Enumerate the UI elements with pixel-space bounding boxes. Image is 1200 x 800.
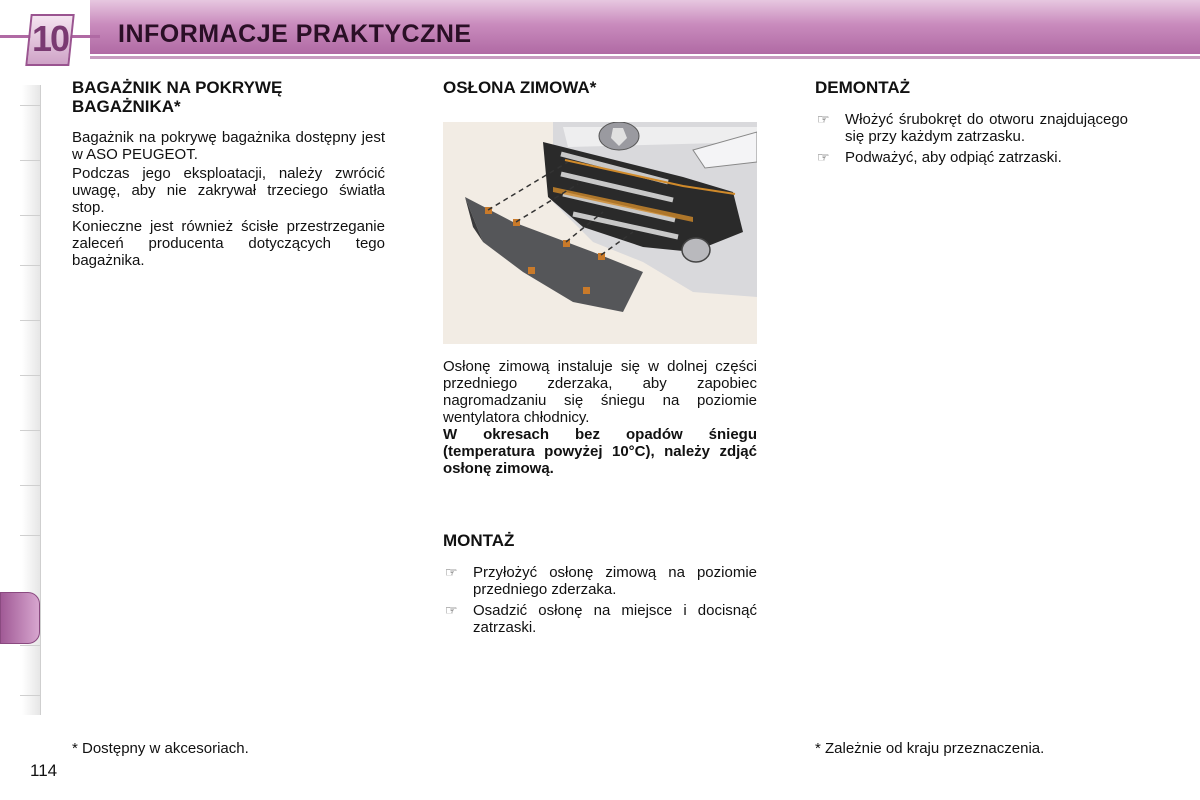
rail-tick: [20, 215, 40, 216]
removal-step-text: Podważyć, aby odpiąć zatrzaski.: [845, 149, 1062, 166]
rail-tick: [20, 265, 40, 266]
mount-step: [443, 564, 757, 598]
rail-tick: [20, 645, 40, 646]
rail-tick: [20, 485, 40, 486]
winter-cover-section: [443, 78, 757, 97]
pointing-hand-icon: ☞: [817, 149, 830, 165]
removal-step: [815, 149, 1128, 166]
chapter-tab-active[interactable]: [0, 592, 40, 644]
pointing-hand-icon: ☞: [817, 111, 830, 127]
roof-rack-paragraph: Podczas jego eksploatacji, należy zwrócić uwagę, aby nie zakrywał trzeciego światła stop.: [72, 165, 385, 216]
winter-cover-text: [443, 358, 757, 477]
footnote-left: * Dostępny w akcesoriach.: [72, 740, 249, 757]
roof-rack-paragraph: Bagażnik na pokrywę bagażnika dostępny jest w ASO PEUGEOT.: [72, 129, 385, 163]
winter-cover-warning: W okresach bez opadów śniegu (temperatura powyżej 10°C), należy zdjąć osłonę zimową.: [443, 426, 757, 477]
mount-step-text: Osadzić osłonę na miejsce i docisnąć zatrzaski.: [473, 602, 757, 636]
rail-tick: [20, 695, 40, 696]
rail-tick: [20, 320, 40, 321]
pointing-hand-icon: ☞: [445, 602, 458, 618]
removal-section: [815, 78, 1128, 170]
page-title: INFORMACJE PRAKTYCZNE: [118, 20, 472, 48]
mount-heading: MONTAŻ: [443, 531, 515, 550]
winter-cover-illustration: [443, 122, 757, 344]
winter-cover-heading: OSŁONA ZIMOWA*: [443, 78, 597, 97]
removal-step-text: Włożyć śrubokręt do otworu znajdującego się przy każdym zatrzasku.: [845, 111, 1128, 145]
roof-rack-paragraph: Konieczne jest również ścisłe przestrzeganie zaleceń producenta dotyczących tego bagażnika.: [72, 218, 385, 269]
rail-tick: [20, 430, 40, 431]
mount-step-text: Przyłożyć osłonę zimową na poziomie przedniego zderzaka.: [473, 564, 757, 598]
rail-tick: [20, 160, 40, 161]
bumper-cover-drawing: [443, 122, 757, 344]
page-header: [0, 0, 1200, 62]
rail-tick: [20, 105, 40, 106]
removal-step: [815, 111, 1128, 145]
rail-tick: [20, 535, 40, 536]
removal-heading: DEMONTAŻ: [815, 78, 911, 97]
page-number: 114: [30, 761, 58, 780]
roof-rack-heading: BAGAŻNIK NA POKRYWĘ BAGAŻNIKA*: [72, 78, 283, 116]
mount-section: [443, 531, 757, 640]
header-underline: [90, 56, 1200, 59]
winter-cover-description: Osłonę zimową instaluje się w dolnej części przedniego zderzaka, aby zapobiec nagromadzaniu się śniegu na poziomie wentylatora chłodnicy.: [443, 358, 757, 426]
roof-rack-section: [72, 78, 385, 269]
footnote-right: * Zależnie od kraju przeznaczenia.: [815, 740, 1045, 757]
rail-tick: [20, 375, 40, 376]
chapter-number: 10: [31, 18, 69, 59]
chapter-rail: [0, 85, 40, 715]
pointing-hand-icon: ☞: [445, 564, 458, 580]
mount-step: [443, 602, 757, 636]
